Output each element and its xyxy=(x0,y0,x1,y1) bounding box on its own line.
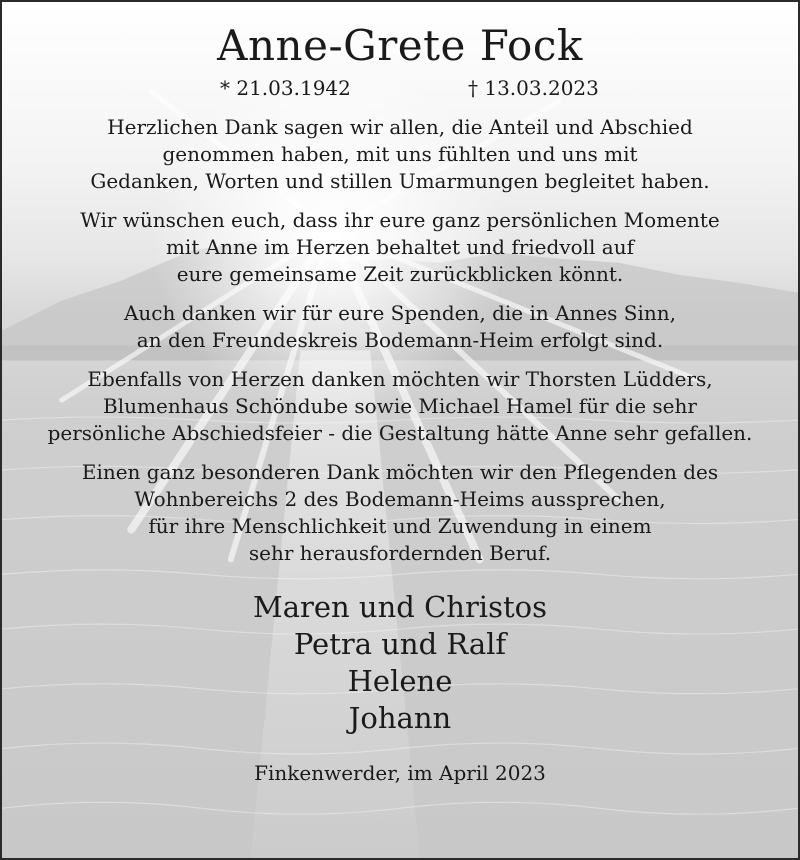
text-line: Wohnbereichs 2 des Bodemann-Heims aussprechen, xyxy=(134,487,666,511)
text-line: Auch danken wir für eure Spenden, die in Annes Sinn, xyxy=(123,301,677,325)
deceased-name: Anne-Grete Fock xyxy=(217,21,583,70)
text-line: mit Anne im Herzen behaltet und friedvoll auf xyxy=(165,235,635,259)
life-dates xyxy=(2,74,798,106)
caregivers-thanks-paragraph xyxy=(2,459,798,567)
text-line: eure gemeinsame Zeit zurückblicken könnt. xyxy=(176,262,624,286)
death-date: † 13.03.2023 xyxy=(468,76,599,100)
text-line: Gedanken, Worten und stillen Umarmungen begleitet haben. xyxy=(90,169,710,193)
signature-line: Maren und Christos xyxy=(253,590,547,624)
signature-line: Helene xyxy=(347,664,453,698)
signature-line: Johann xyxy=(348,701,452,735)
ceremony-thanks-paragraph xyxy=(2,366,798,447)
text-line: persönliche Abschiedsfeier - die Gestaltung hätte Anne sehr gefallen. xyxy=(47,421,753,445)
text-line: Wir wünschen euch, dass ihr eure ganz persönlichen Momente xyxy=(80,208,720,232)
family-signatures xyxy=(2,589,798,737)
text-line: genommen haben, mit uns fühlten und uns mit xyxy=(162,142,638,166)
text-line: Herzlichen Dank sagen wir allen, die Anteil und Abschied xyxy=(107,115,693,139)
place-and-date: Finkenwerder, im April 2023 xyxy=(254,761,546,785)
birth-date: * 21.03.1942 xyxy=(220,76,351,100)
donations-paragraph xyxy=(2,300,798,354)
text-line: Blumenhaus Schöndube sowie Michael Hamel für die sehr xyxy=(103,394,697,418)
wish-paragraph xyxy=(2,207,798,288)
text-line: Ebenfalls von Herzen danken möchten wir Thorsten Lüdders, xyxy=(87,367,713,391)
text-line: für ihre Menschlichkeit und Zuwendung in einem xyxy=(148,514,652,538)
signature-line: Petra und Ralf xyxy=(293,627,507,661)
text-line: Einen ganz besonderen Dank möchten wir den Pflegenden des xyxy=(81,460,719,484)
text-line: sehr herausfordernden Beruf. xyxy=(248,541,552,565)
thanks-paragraph-1 xyxy=(2,114,798,195)
text-line: an den Freundeskreis Bodemann-Heim erfolgt sind. xyxy=(136,328,664,352)
